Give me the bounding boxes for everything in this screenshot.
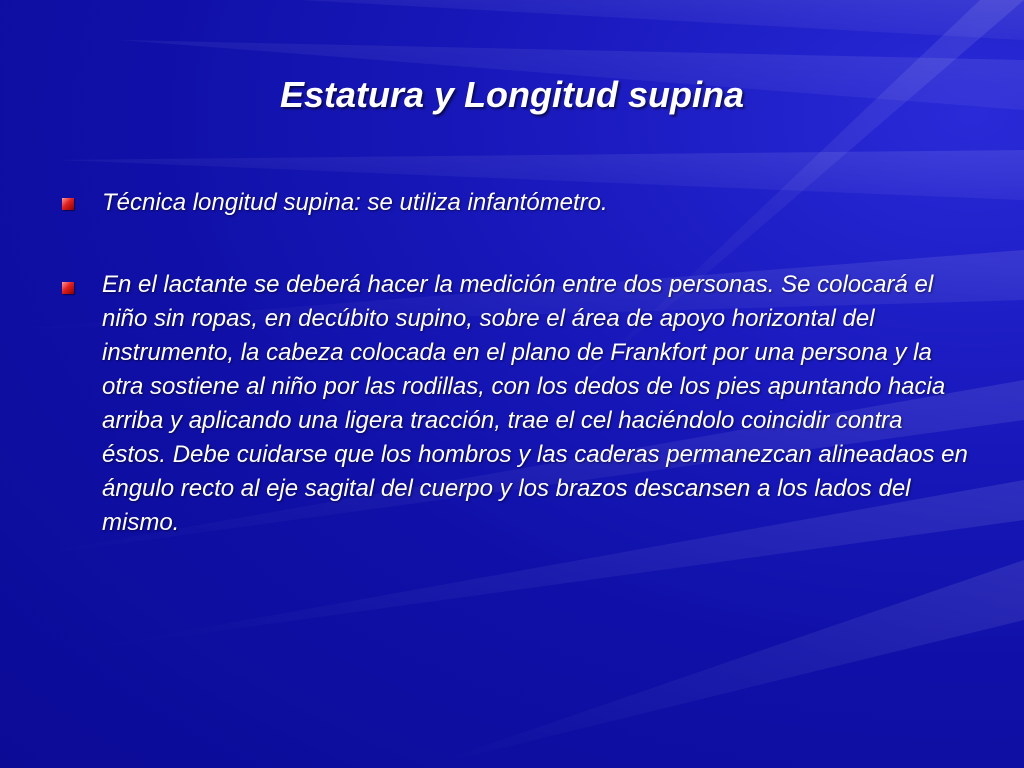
red-square-bullet-icon — [62, 282, 74, 294]
red-square-bullet-icon — [62, 198, 74, 210]
bullet-item: Técnica longitud supina: se utiliza infantómetro. — [102, 189, 608, 216]
bullet-item: En el lactante se deberá hacer la medición entre dos personas. Se colocará el niño sin ropas, en decúbito supino, sobre el área de apoyo horizontal del instrumento, la cabeza colocada en el plano de Frankfort por una persona y la otra sostiene al niño por las rodillas, con los dedos de los pies apuntando hacia arriba y aplicando una ligera tracción, trae el cel haciéndolo coincidir contra éstos. Debe cuidarse que los hombros y las caderas permanezcan alineadaos en ángulo recto al eje sagital del cuerpo y los brazos descansen a los lados del mismo. — [102, 271, 968, 536]
slide-title: Estatura y Longitud supina — [279, 74, 745, 115]
